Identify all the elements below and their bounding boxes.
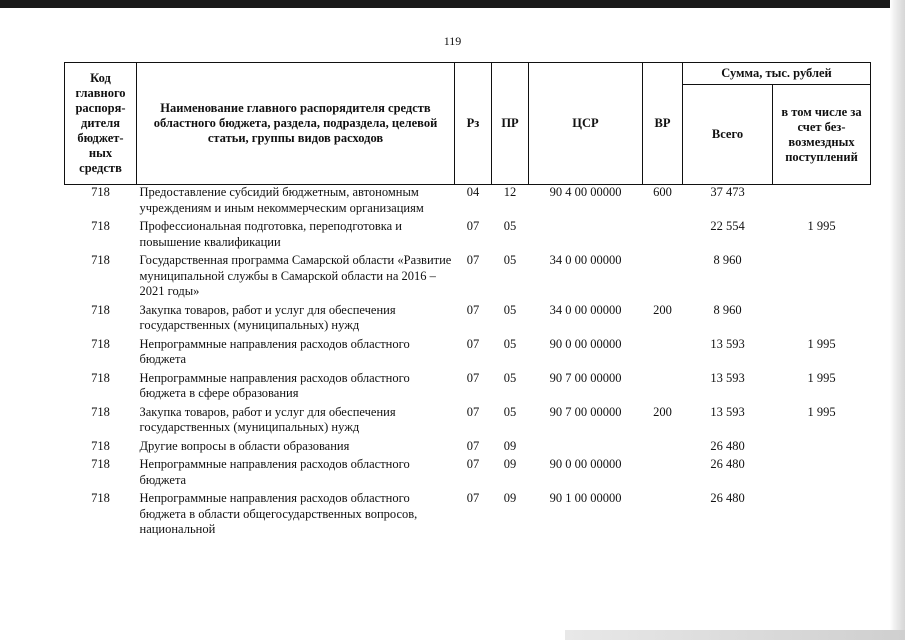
header-vr: ВР bbox=[643, 63, 683, 185]
table-row bbox=[65, 405, 871, 439]
cell-vr bbox=[643, 219, 683, 253]
cell-free bbox=[773, 491, 871, 541]
cell-code: 718 bbox=[91, 336, 110, 351]
cell-free bbox=[773, 457, 871, 491]
cell-total: 26 480 bbox=[710, 438, 745, 453]
cell-code: 718 bbox=[91, 219, 110, 233]
cell-rz: 07 bbox=[466, 457, 480, 471]
cell-code: 718 bbox=[91, 438, 110, 453]
cell-vr bbox=[643, 491, 683, 541]
cell-code: 718 bbox=[91, 253, 110, 267]
cell-vr bbox=[643, 371, 683, 405]
cell-csr: 90 0 00 00000 bbox=[549, 336, 622, 351]
table-row bbox=[65, 457, 871, 491]
cell-rz: 07 bbox=[466, 336, 480, 351]
cell-vr: 600 bbox=[653, 185, 672, 199]
cell-rz: 07 bbox=[466, 302, 480, 317]
table-row bbox=[65, 439, 871, 458]
cell-name: Закупка товаров, работ и услуг для обеспечения государственных (муниципальных) нужд bbox=[139, 302, 396, 332]
cell-total: 8 960 bbox=[713, 253, 742, 267]
scan-bottom-edge bbox=[565, 630, 905, 640]
cell-csr: 34 0 00 00000 bbox=[549, 253, 622, 267]
cell-vr: 200 bbox=[653, 404, 672, 419]
cell-name: Непрограммные направления расходов областного бюджета в области общегосударственных вопросов, национальной bbox=[139, 491, 418, 536]
cell-name: Закупка товаров, работ и услуг для обеспечения государственных (муниципальных) нужд bbox=[139, 404, 396, 434]
cell-rz: 07 bbox=[466, 219, 480, 233]
page-number: 119 bbox=[443, 34, 462, 48]
cell-code: 718 bbox=[91, 491, 110, 505]
cell-rz: 07 bbox=[466, 491, 480, 505]
header-pr: ПР bbox=[492, 63, 529, 185]
cell-csr: 90 7 00 00000 bbox=[549, 370, 622, 385]
cell-rz: 07 bbox=[466, 253, 480, 267]
cell-name: Непрограммные направления расходов областного бюджета bbox=[139, 457, 410, 487]
cell-rz: 07 bbox=[466, 404, 480, 419]
cell-vr: 200 bbox=[653, 302, 672, 317]
cell-pr: 09 bbox=[503, 438, 517, 453]
table-row bbox=[65, 253, 871, 303]
cell-pr: 12 bbox=[503, 185, 517, 199]
cell-csr: 90 4 00 00000 bbox=[549, 185, 622, 199]
cell-free bbox=[773, 303, 871, 337]
table-row bbox=[65, 185, 871, 220]
cell-total: 13 593 bbox=[710, 370, 745, 385]
cell-code: 718 bbox=[91, 302, 110, 317]
header-sum-group: Сумма, тыс. рублей bbox=[683, 63, 871, 85]
cell-code: 718 bbox=[91, 404, 110, 419]
cell-free bbox=[773, 253, 871, 303]
cell-code: 718 bbox=[91, 370, 110, 385]
cell-code: 718 bbox=[91, 185, 110, 199]
cell-pr: 05 bbox=[503, 404, 517, 419]
cell-csr: 34 0 00 00000 bbox=[549, 302, 622, 317]
cell-vr bbox=[643, 253, 683, 303]
cell-total: 37 473 bbox=[710, 185, 745, 199]
table-row bbox=[65, 371, 871, 405]
scan-right-edge bbox=[890, 0, 905, 640]
cell-total: 22 554 bbox=[710, 219, 745, 233]
header-code: Код главного распоря-дителя бюджет-ных средств bbox=[65, 63, 137, 185]
cell-total: 13 593 bbox=[710, 404, 745, 419]
table-row bbox=[65, 337, 871, 371]
cell-free bbox=[773, 185, 871, 220]
cell-total: 13 593 bbox=[710, 336, 745, 351]
cell-name: Другие вопросы в области образования bbox=[139, 438, 350, 453]
cell-csr: 90 1 00 00000 bbox=[549, 491, 622, 505]
cell-pr: 05 bbox=[503, 302, 517, 317]
cell-name: Профессиональная подготовка, переподготовка и повышение квалификации bbox=[139, 219, 402, 249]
cell-free: 1 995 bbox=[807, 336, 836, 351]
cell-name: Непрограммные направления расходов областного бюджета bbox=[139, 336, 410, 366]
cell-pr: 05 bbox=[503, 336, 517, 351]
cell-pr: 09 bbox=[503, 457, 517, 471]
cell-total: 26 480 bbox=[710, 491, 745, 505]
table-row bbox=[65, 491, 871, 541]
cell-rz: 07 bbox=[466, 370, 480, 385]
cell-vr bbox=[643, 337, 683, 371]
cell-csr: 90 7 00 00000 bbox=[549, 404, 622, 419]
cell-pr: 05 bbox=[503, 253, 517, 267]
header-rz: Рз bbox=[455, 63, 492, 185]
cell-csr: 90 0 00 00000 bbox=[549, 457, 622, 471]
cell-rz: 04 bbox=[466, 185, 480, 199]
cell-total: 8 960 bbox=[713, 302, 742, 317]
table-header bbox=[65, 63, 871, 185]
header-name: Наименование главного распорядителя средств областного бюджета, раздела, подраздела, целевой статьи, группы видов расходов bbox=[137, 63, 455, 185]
cell-total: 26 480 bbox=[710, 457, 745, 471]
cell-pr: 09 bbox=[503, 491, 517, 505]
cell-rz: 07 bbox=[466, 438, 480, 453]
header-csr: ЦСР bbox=[529, 63, 643, 185]
cell-vr bbox=[643, 457, 683, 491]
cell-free: 1 995 bbox=[807, 370, 836, 385]
scan-top-edge bbox=[0, 0, 905, 8]
cell-vr bbox=[643, 439, 683, 458]
cell-free bbox=[773, 439, 871, 458]
table-row bbox=[65, 303, 871, 337]
cell-free: 1 995 bbox=[807, 404, 836, 419]
header-total: Всего bbox=[683, 85, 773, 185]
table-body bbox=[65, 185, 871, 541]
cell-csr bbox=[529, 219, 643, 253]
cell-name: Непрограммные направления расходов областного бюджета в сфере образования bbox=[139, 370, 410, 400]
cell-pr: 05 bbox=[503, 219, 517, 233]
table-row bbox=[65, 219, 871, 253]
cell-csr bbox=[529, 439, 643, 458]
cell-pr: 05 bbox=[503, 370, 517, 385]
cell-code: 718 bbox=[91, 457, 110, 471]
cell-name: Государственная программа Самарской области «Развитие муниципальной службы в Самарской области на 2016 – 2021 годы» bbox=[139, 253, 452, 298]
cell-name: Предоставление субсидий бюджетным, автономным учреждениям и иным некоммерческим организациям bbox=[139, 185, 424, 215]
cell-free: 1 995 bbox=[807, 219, 836, 233]
budget-table bbox=[64, 62, 871, 541]
header-free: в том числе за счет без-возмездных поступлений bbox=[773, 85, 871, 185]
